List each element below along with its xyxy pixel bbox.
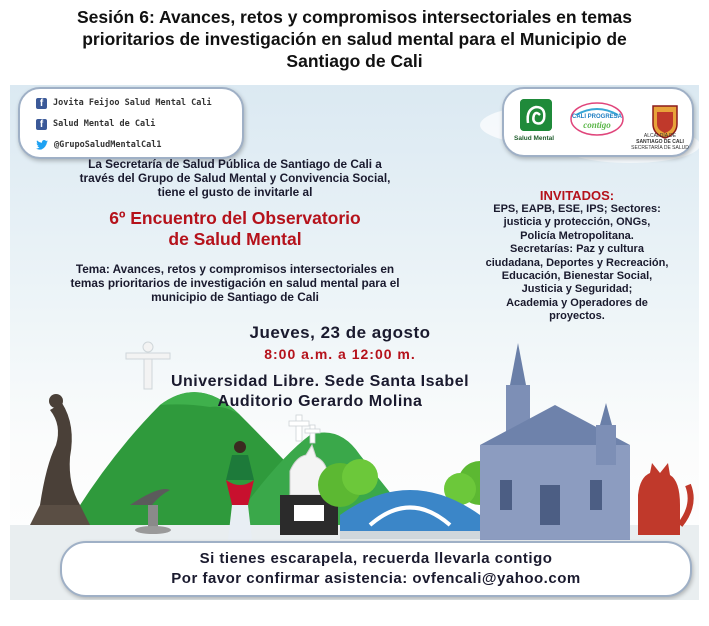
invited-title: INVITADOS:: [539, 188, 615, 203]
invited-list: [462, 188, 692, 324]
venue-line-2: Auditorio Gerardo Molina: [217, 393, 423, 410]
page-title-line-3: Santiago de Cali: [286, 51, 423, 71]
alcaldia-line2: SANTIAGO DE CALI: [636, 139, 684, 145]
alcaldia-cali-label: [630, 133, 690, 151]
cali-progresa-logo: [570, 101, 624, 137]
salud-mental-logo-label: Salud Mental: [514, 135, 555, 142]
event-poster: [10, 85, 699, 600]
event-venue: [160, 372, 480, 412]
invited-line-9: proyectos.: [549, 310, 605, 323]
venue-line-1: Universidad Libre. Sede Santa Isabel: [170, 373, 470, 390]
event-time: 8:00 a.m. a 12:00 m.: [264, 346, 416, 362]
invited-line-7: Justicia y Seguridad;: [521, 283, 633, 296]
social-twitter: [36, 137, 161, 153]
footer-rsvp: Por favor confirmar asistencia: ovfencali@yahoo.com: [171, 570, 581, 587]
social-facebook-salud-mental: [36, 116, 155, 132]
intro-line-1: La Secretaría de Salud Pública de Santiago de Cali a: [88, 157, 382, 171]
theme-line-1: Tema: Avances, retos y compromisos intersectoriales en: [75, 262, 395, 276]
theme-line-2: temas prioritarios de investigación en salud mental para el: [70, 276, 400, 290]
social-twitter-label: @GrupoSaludMentalCal1: [54, 140, 162, 150]
theme-line-3: municipio de Santiago de Cali: [151, 290, 319, 304]
page-title: [0, 6, 709, 72]
social-media-box: [18, 87, 244, 159]
cali-progresa-line2: contigo: [583, 120, 611, 130]
salud-mental-logo: [520, 99, 552, 131]
page-title-line-1: Sesión 6: Avances, retos y compromisos intersectoriales en temas: [76, 7, 633, 27]
invited-line-2: justicia y protección, ONGs,: [503, 216, 651, 229]
invited-line-1: EPS, EAPB, ESE, IPS; Sectores:: [493, 203, 661, 215]
invited-line-6: Educación, Bienestar Social,: [501, 270, 653, 283]
social-facebook-jovita: [36, 95, 212, 111]
cali-progresa-line1: CALI PROGRESA: [571, 114, 623, 120]
invited-line-5: ciudadana, Deportes y Recreación,: [485, 256, 669, 269]
la-ermita-church: [480, 343, 630, 540]
alcaldia-line1: ALCALDÍA DE: [643, 133, 677, 139]
footer-box: [60, 541, 692, 597]
gato-del-rio-sculpture: [638, 463, 691, 535]
invited-line-4: Secretarías: Paz y cultura: [510, 243, 644, 256]
event-date: Jueves, 23 de agosto: [249, 323, 431, 342]
social-facebook-salud-mental-label: Salud Mental de Cali: [53, 119, 156, 129]
footer-reminder: Si tienes escarapela, recuerda llevarla contigo: [199, 550, 553, 567]
intro-line-3: tiene el gusto de invitarle al: [157, 185, 313, 199]
twitter-icon: [36, 140, 48, 150]
facebook-icon: f: [36, 98, 47, 109]
theme-text: [20, 262, 450, 304]
event-name: [30, 208, 440, 250]
facebook-icon: f: [36, 119, 47, 130]
sponsor-logos-box: [502, 87, 694, 157]
event-name-line-2: de Salud Mental: [168, 229, 302, 249]
invited-line-8: Academia y Operadores de: [506, 296, 648, 309]
alcaldia-line3: SECRETARÍA DE SALUD: [631, 145, 689, 151]
page-title-line-2: prioritarios de investigación en salud mental para el Municipio de: [82, 29, 627, 49]
intro-line-2: través del Grupo de Salud Mental y Convivencia Social,: [79, 171, 391, 185]
social-facebook-jovita-label: Jovita Feijoo Salud Mental Cali: [53, 98, 212, 108]
event-name-line-1: 6º Encuentro del Observatorio: [109, 208, 361, 228]
intro-text: [30, 157, 440, 199]
invited-line-3: Policía Metropolitana.: [520, 229, 634, 242]
